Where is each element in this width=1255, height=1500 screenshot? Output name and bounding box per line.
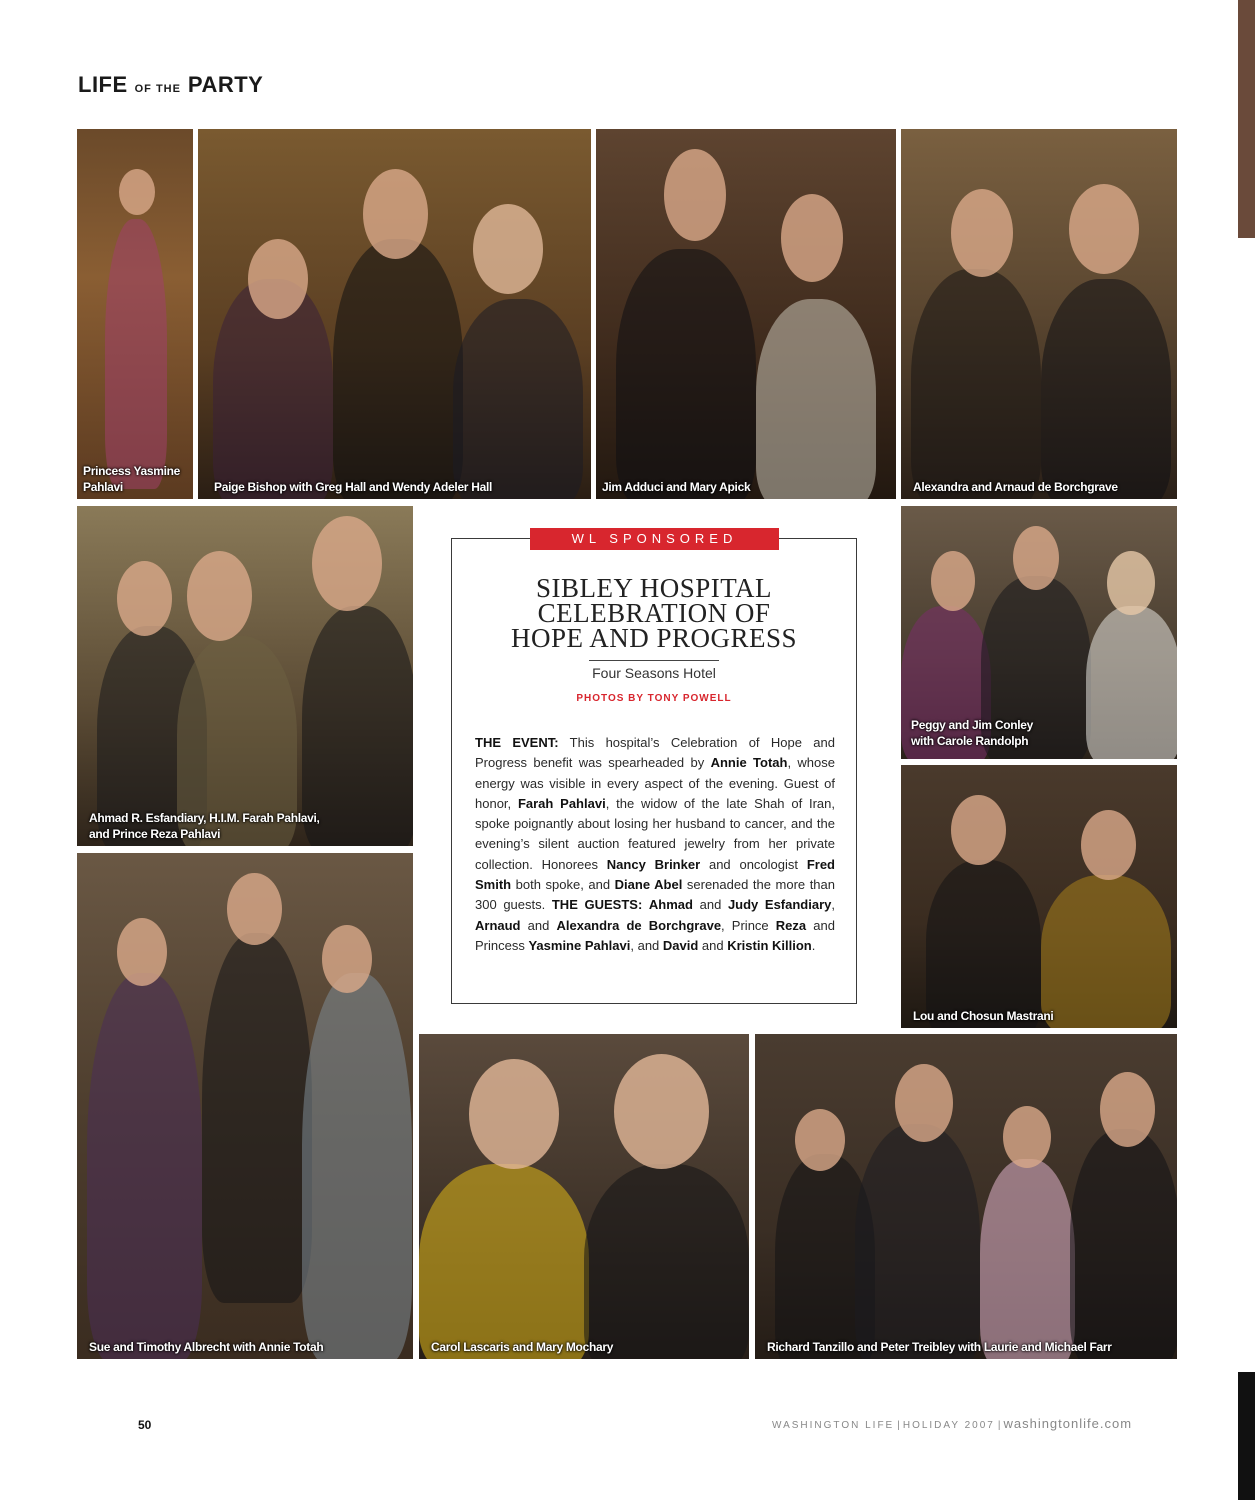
guest-name: Ahmad	[648, 897, 693, 913]
guest-name: Annie Totah	[710, 755, 788, 771]
magazine-name: WASHINGTON LIFE	[772, 1420, 895, 1431]
guest-name: Arnaud	[475, 917, 521, 933]
body-text: This hospital’s Celebration of Hope and Progress benefit was spearheaded by	[475, 735, 835, 771]
face-shape	[1013, 526, 1059, 590]
photo-caption: Alexandra and Arnaud de Borchgrave	[913, 480, 1118, 494]
photo-de-borchgrave	[901, 129, 1177, 499]
sponsored-badge: WL SPONSORED	[530, 528, 779, 550]
body-text: serenaded the more than 300 guests.	[475, 877, 835, 913]
photo-caption	[83, 463, 187, 495]
photo-lascaris-mochary	[419, 1034, 749, 1359]
caption-line1: Peggy and Jim Conley	[911, 718, 1034, 732]
guest-name: Yasmine Pahlavi	[528, 937, 631, 953]
caption-line1: Princess Yasmine	[83, 464, 181, 478]
photo-caption: Richard Tanzillo and Peter Treibley with Laurie and Michael Farr	[767, 1340, 1112, 1354]
title-line3: HOPE AND PROGRESS	[510, 623, 798, 653]
facing-page-edge	[1238, 1372, 1255, 1500]
footer-separator: |	[897, 1420, 900, 1431]
body-text: , and	[630, 937, 663, 953]
figure-shape	[202, 933, 312, 1303]
guest-name: Nancy Brinker	[606, 856, 701, 872]
figure-shape	[980, 1159, 1075, 1359]
header-party: PARTY	[187, 72, 264, 97]
body-text: both spoke, and	[511, 877, 615, 893]
issue: HOLIDAY 2007	[902, 1420, 995, 1431]
guest-name: Reza	[775, 917, 807, 933]
figure-shape	[855, 1124, 980, 1359]
body-text: , the widow of the late Shah of Iran, spoke poignantly about losing her husband to cancer, and the evening’s silent auction featured jewelry from her private collection. Honorees	[475, 795, 835, 872]
figure-shape	[333, 239, 463, 499]
figure-shape	[105, 219, 167, 489]
guest-name: Diane Abel	[614, 877, 683, 893]
face-shape	[469, 1059, 559, 1169]
body-text: and	[698, 937, 728, 953]
face-shape	[951, 795, 1006, 865]
event-label: THE EVENT:	[475, 735, 559, 750]
title-line1: SIBLEY HOSPITAL	[535, 573, 773, 603]
body-text: and	[692, 897, 728, 913]
face-shape	[312, 516, 382, 611]
photo-paige-bishop	[198, 129, 591, 499]
face-shape	[931, 551, 975, 611]
face-shape	[664, 149, 726, 241]
figure-shape	[1041, 279, 1171, 499]
figure-shape	[911, 269, 1041, 499]
figure-shape	[926, 860, 1041, 1028]
header-life: LIFE	[78, 72, 128, 97]
face-shape	[248, 239, 308, 319]
face-shape	[119, 169, 155, 215]
face-shape	[781, 194, 843, 282]
venue: Four Seasons Hotel	[592, 665, 716, 681]
article-body	[475, 733, 835, 956]
caption-line2: with Carole Randolph	[911, 734, 1029, 748]
section-header	[78, 72, 263, 98]
title-divider	[589, 660, 719, 661]
guest-name: Kristin Killion	[727, 937, 812, 953]
body-text	[642, 897, 649, 912]
face-shape	[795, 1109, 845, 1171]
body-text: ,	[831, 897, 836, 913]
figure-shape	[87, 973, 202, 1359]
photo-caption: Lou and Chosun Mastrani	[913, 1009, 1054, 1023]
face-shape	[1003, 1106, 1051, 1168]
face-shape	[1107, 551, 1155, 615]
face-shape	[473, 204, 543, 294]
photo-credit: PHOTOS BY TONY POWELL	[576, 693, 732, 704]
guest-name: Farah Pahlavi	[517, 795, 606, 811]
body-text: .	[811, 937, 816, 953]
website-link[interactable]: washingtonlife.com	[1003, 1416, 1133, 1431]
body-text: and Princess	[475, 917, 835, 953]
face-shape	[117, 561, 172, 636]
title-line2: CELEBRATION OF	[537, 598, 771, 628]
photo-esfandiary-pahlavi	[77, 506, 413, 846]
face-shape	[951, 189, 1013, 277]
figure-shape	[302, 973, 412, 1359]
figure-shape	[756, 299, 876, 499]
footer-separator: |	[997, 1420, 1001, 1431]
figure-shape	[453, 299, 583, 499]
page-number: 50	[138, 1418, 152, 1432]
photo-caption: Carol Lascaris and Mary Mochary	[431, 1340, 614, 1354]
figure-shape	[1041, 875, 1171, 1028]
facing-page-edge	[1238, 0, 1255, 238]
guest-name: Alexandra de Borchgrave	[556, 917, 722, 933]
photo-caption: Jim Adduci and Mary Apick	[602, 480, 751, 494]
photo-caption: Sue and Timothy Albrecht with Annie Totah	[89, 1340, 324, 1354]
guest-name: Judy Esfandiary	[727, 897, 832, 913]
body-text: and oncologist	[700, 856, 807, 872]
caption-line1: Ahmad R. Esfandiary, H.I.M. Farah Pahlavi,	[89, 811, 320, 825]
face-shape	[1100, 1072, 1155, 1147]
footer-masthead	[772, 1416, 1132, 1431]
photo-princess-yasmine	[77, 129, 193, 499]
photo-tanzillo-treibley-farr	[755, 1034, 1177, 1359]
face-shape	[227, 873, 282, 945]
figure-shape	[1070, 1129, 1177, 1359]
guest-name: Fred Smith	[475, 856, 835, 893]
photo-caption: Paige Bishop with Greg Hall and Wendy Adeler Hall	[214, 480, 493, 494]
figure-shape	[584, 1164, 749, 1359]
face-shape	[322, 925, 372, 993]
figure-shape	[419, 1164, 589, 1359]
photo-albrecht-totah	[77, 853, 413, 1359]
body-text: , whose energy was visible in every aspect of the evening. Guest of honor,	[475, 755, 835, 811]
header-of-the: OF THE	[134, 83, 181, 95]
face-shape	[1069, 184, 1139, 274]
face-shape	[1081, 810, 1136, 880]
face-shape	[614, 1054, 709, 1169]
face-shape	[187, 551, 252, 641]
photo-mastrani	[901, 765, 1177, 1028]
body-text: and	[520, 917, 557, 933]
figure-shape	[616, 249, 756, 499]
photo-conley-randolph	[901, 506, 1177, 759]
body-text: , Prince	[721, 917, 776, 933]
photo-caption	[89, 810, 407, 842]
photo-jim-adduci	[596, 129, 896, 499]
caption-line2: and Prince Reza Pahlavi	[89, 827, 221, 841]
photo-caption	[911, 717, 1171, 749]
caption-line2: Pahlavi	[83, 480, 123, 494]
guests-label: THE GUESTS:	[551, 897, 643, 913]
face-shape	[117, 918, 167, 986]
face-shape	[895, 1064, 953, 1142]
article-title	[451, 573, 857, 653]
face-shape	[363, 169, 428, 259]
guest-name: David	[662, 937, 699, 953]
